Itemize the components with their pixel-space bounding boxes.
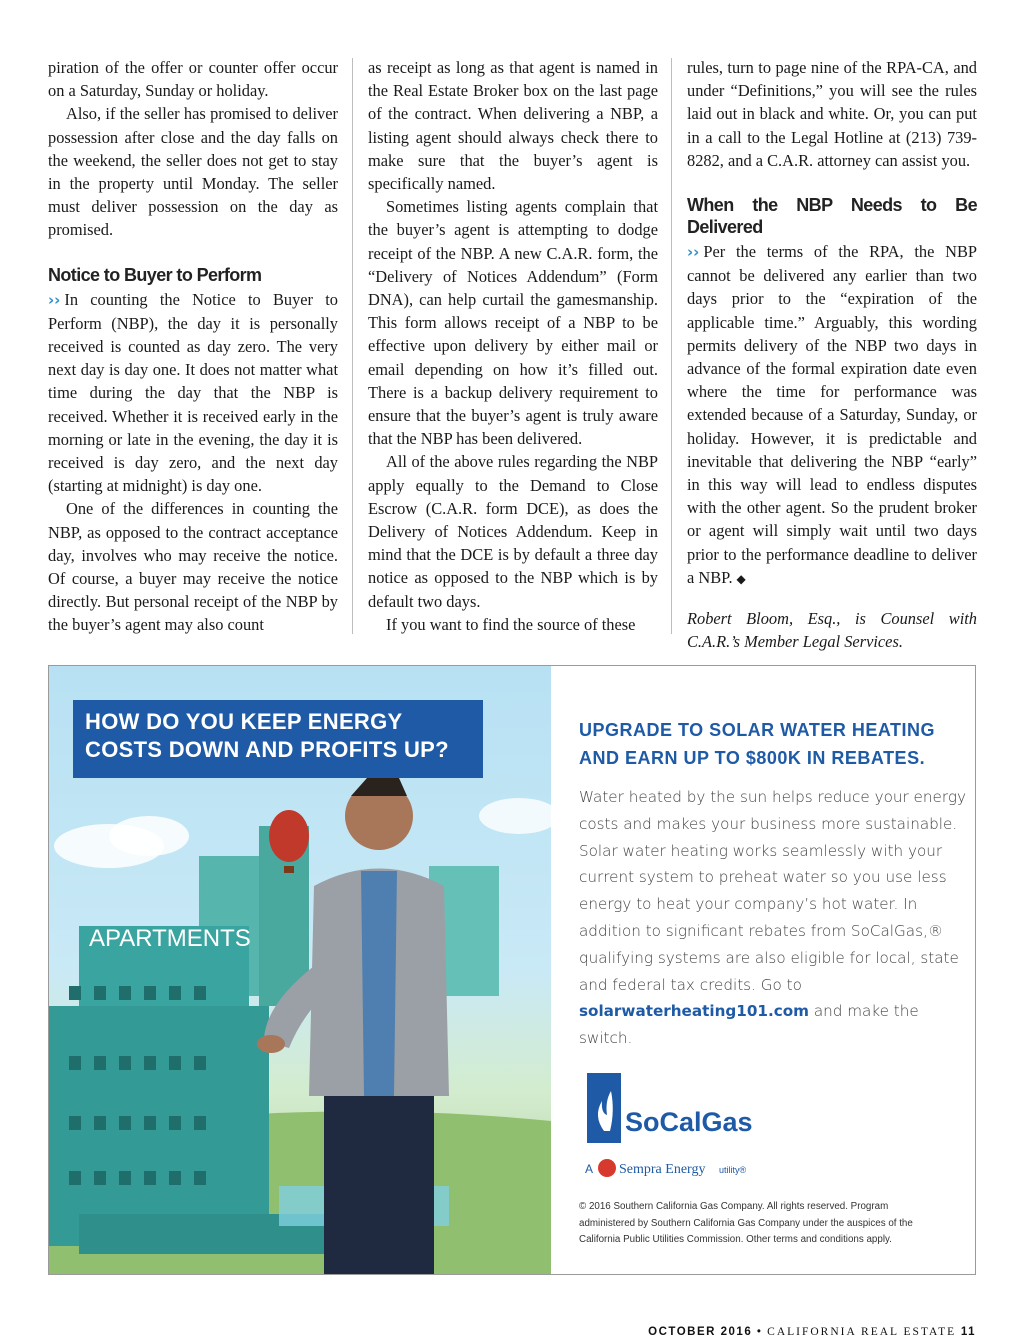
end-mark-icon: ◆	[736, 571, 746, 586]
ad-website-link[interactable]: solarwaterheating101.com	[579, 1002, 809, 1021]
article-column-1	[48, 56, 338, 637]
ad-title: UPGRADE TO SOLAR WATER HEATING AND EARN UP TO $800K IN REBATES.	[579, 720, 936, 768]
section-heading: Notice to Buyer to Perform	[48, 264, 262, 285]
building-sign: APARTMENTS	[89, 925, 251, 952]
cloud	[479, 798, 551, 834]
chevron-icon: ››	[48, 290, 61, 309]
magazine-name: CALIFORNIA REAL ESTATE	[767, 1326, 957, 1338]
svg-text:utility®: utility®	[719, 1165, 747, 1175]
ad-photo	[49, 666, 551, 1274]
paragraph: ›› In counting the Notice to Buyer to Perform (NBP), the day it is personally received is counted as day zero. The very next day is day one. It does not matter what time during the day that the NBP is received. Whether it is received early in the morning or late in the evening, the day it is received is day zero, and the next day (starting at midnight) is day one.	[48, 289, 338, 496]
paragraph: rules, turn to page nine of the RPA-CA, and under “Definitions,” you will see the rules laid out in black and white. Or, you can put in a call to the Legal Hotline at (213) 739-8282, and a C.A.R. attorney can assist you.	[687, 58, 977, 170]
section-heading: When the NBP Needs to Be Delivered	[687, 195, 977, 238]
chevron-icon: ››	[687, 243, 700, 262]
article-column-2	[368, 56, 658, 636]
ad-legal-text: © 2016 Southern California Gas Company. All rights reserved. Program administered by Southern California Gas Company under the auspices of the California Public Utilities Commission. Other terms and conditions apply.	[579, 1201, 913, 1245]
paragraph: Sometimes listing agents complain that the buyer’s agent is attempting to dodge receipt of the NBP. A new C.A.R. form, the “Delivery of Notices Addendum” (Form DNA), can help curtail the gamesmanship. This form allows receipt of a NBP to be effective upon delivery by either mail or email depending on how it’s filled out. There is a backup delivery requirement to ensure that the buyer’s agent is truly aware that the NBP has been delivered.	[368, 197, 658, 449]
cloud	[109, 816, 189, 856]
column-divider	[352, 58, 353, 634]
paragraph: as receipt as long as that agent is named in the Real Estate Broker box on the last page of the contract. When delivering a NBP, a listing agent should always check there to make sure that the buyer’s agent is specifically named.	[368, 58, 658, 194]
article-column-3	[687, 56, 977, 653]
page-footer: OCTOBER 2016 • CALIFORNIA REAL ESTATE 11	[648, 1326, 976, 1338]
svg-text:Sempra Energy: Sempra Energy	[619, 1162, 706, 1177]
person-pants	[324, 1096, 434, 1274]
paragraph: ›› Per the terms of the RPA, the NBP cannot be delivered any earlier than two days prior to the “expiration of the applicable time.” Arguably, this wording permits delivery of the NBP two days in advance of the formal expiration date even where the time for performance was extended because of a Saturday, Sunday, or holiday. However, it is predictable and inevitable that delivering the NBP “early” in this way will lead to endless disputes with the other agent. So the prudent broker or agent will simply wait until two days prior to the performance deadline to deliver a NBP. ◆	[687, 242, 977, 587]
person-shirt	[361, 871, 397, 1096]
author-byline: Robert Bloom, Esq., is Counsel with C.A.R.’s Member Legal Services.	[687, 609, 977, 652]
ad-copy	[579, 716, 969, 1052]
socalgas-advertisement	[48, 665, 976, 1275]
ad-body: Water heated by the sun helps reduce your energy costs and makes your business more sustainable. Solar water heating works seamlessly with your current system to preheat water so you use less energy to heat your company’s hot water. In addition to significant rebates from SoCalGas,® qualifying systems are also eligible for local, state and federal tax credits. Go to solarwaterheating101.com and make the switch.	[579, 788, 966, 1048]
flame-box-icon	[587, 1073, 621, 1143]
ad-headline: HOW DO YOU KEEP ENERGY COSTS DOWN AND PROFITS UP?	[73, 700, 483, 778]
socalgas-logo	[585, 1071, 805, 1191]
paragraph: One of the differences in counting the NBP, as opposed to the contract acceptance day, involves who may receive the notice. Of course, a buyer may receive the notice directly. But personal receipt of the NBP by the buyer’s agent may also count	[48, 499, 338, 635]
column-divider	[671, 58, 672, 634]
balloon-icon	[269, 810, 309, 862]
logo-wordmark: SoCalGas	[625, 1107, 753, 1137]
paragraph: piration of the offer or counter offer occur on a Saturday, Sunday or holiday.	[48, 58, 338, 101]
issue-date: OCTOBER 2016	[648, 1326, 753, 1338]
paragraph: All of the above rules regarding the NBP apply equally to the Demand to Close Escrow (C.A.R. form DCE), as does the Delivery of Notices Addendum. Keep in mind that the DCE is by default a three day notice as opposed to the NBP which is by default two days.	[368, 452, 658, 611]
paragraph: If you want to find the source of these	[386, 614, 636, 634]
page-number: 11	[960, 1326, 976, 1338]
open-hand	[257, 1035, 285, 1053]
sempra-icon	[598, 1159, 616, 1177]
svg-text:A: A	[585, 1162, 594, 1176]
paragraph: Also, if the seller has promised to deliver possession after close and the day falls on the weekend, the seller does not get to stay in the property until Monday. The seller must deliver possession on the day as promised.	[48, 104, 338, 240]
